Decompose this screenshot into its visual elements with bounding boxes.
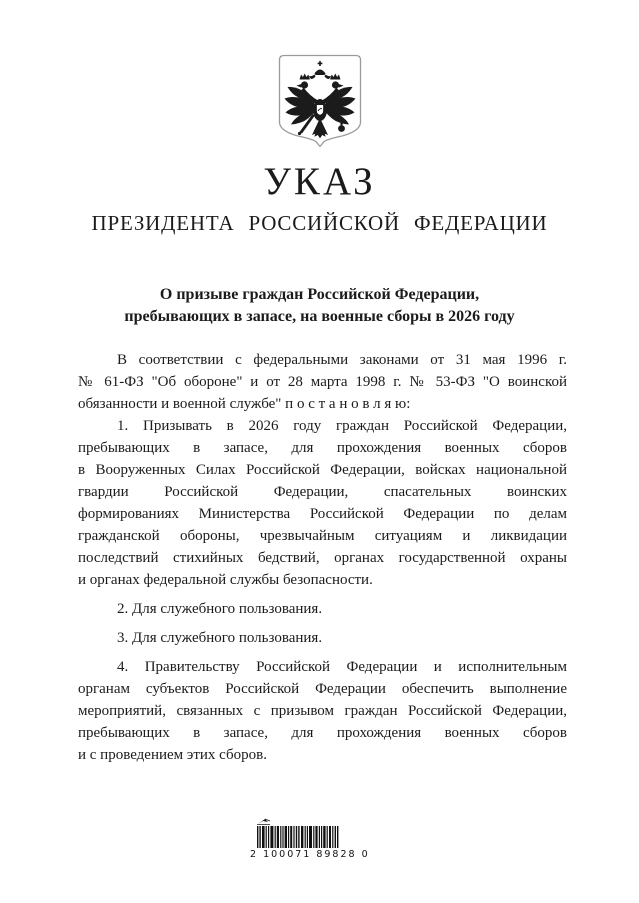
body-line: гвардии Российской Федерации, спасательных воинских (78, 484, 567, 501)
body-line: гражданской обороны, чрезвычайным ситуациям и ликвидации (78, 528, 567, 545)
document-body (78, 349, 567, 766)
paragraph (78, 415, 567, 591)
barcode-number: 2 100071 89828 0 (250, 849, 370, 860)
document-title: УКАЗ (263, 160, 376, 203)
paragraph (78, 656, 567, 766)
body-line: обязанности и военной службе" п о с т а н о в л я ю: (78, 396, 411, 413)
document-subject (0, 284, 639, 328)
barcode-bars (257, 826, 339, 848)
body-line: В соответствии с федеральными законами от 31 мая 1996 г. (117, 352, 567, 369)
subject-line: О призыве граждан Российской Федерации, (159, 286, 480, 304)
body-line: пребывающих в запасе, для прохождения военных сборов (78, 725, 567, 742)
body-line: 1. Призывать в 2026 году граждан Российской Федерации, (117, 418, 567, 435)
paragraph (78, 598, 567, 620)
body-line: 4. Правительству Российской Федерации и исполнительным (117, 659, 567, 676)
document-issuer: ПРЕЗИДЕНТА РОССИЙСКОЙ ФЕДЕРАЦИИ (91, 210, 548, 235)
barcode-mark-icon (256, 818, 278, 826)
barcode (250, 818, 370, 860)
body-line: пребывающих в запасе, для прохождения военных сборов (78, 440, 567, 457)
body-line: 2. Для служебного пользования. (117, 601, 323, 618)
paragraph (78, 349, 567, 415)
body-line: последствий стихийных бедствий, органах государственной охраны (78, 550, 567, 567)
body-line: 3. Для служебного пользования. (117, 630, 323, 647)
paragraph (78, 627, 567, 649)
body-line: и органах федеральной службы безопасности. (78, 572, 373, 589)
body-line: в Вооруженных Силах Российской Федерации, войсках национальной (78, 462, 567, 479)
double-headed-eagle-icon (278, 54, 362, 148)
body-line: органам субъектов Российской Федерации обеспечить выполнение (78, 681, 567, 698)
body-line: № 61-ФЗ "Об обороне" и от 28 марта 1998 г. № 53-ФЗ "О воинской (78, 374, 567, 391)
body-line: и с проведением этих сборов. (78, 747, 267, 764)
subject-line: пребывающих в запасе, на военные сборы в 2026 году (124, 308, 515, 326)
body-line: формированиях Министерства Российской Федерации по делам (78, 506, 567, 523)
russian-coat-of-arms (278, 54, 362, 148)
body-line: мероприятий, связанных с призывом граждан Российской Федерации, (78, 703, 567, 720)
